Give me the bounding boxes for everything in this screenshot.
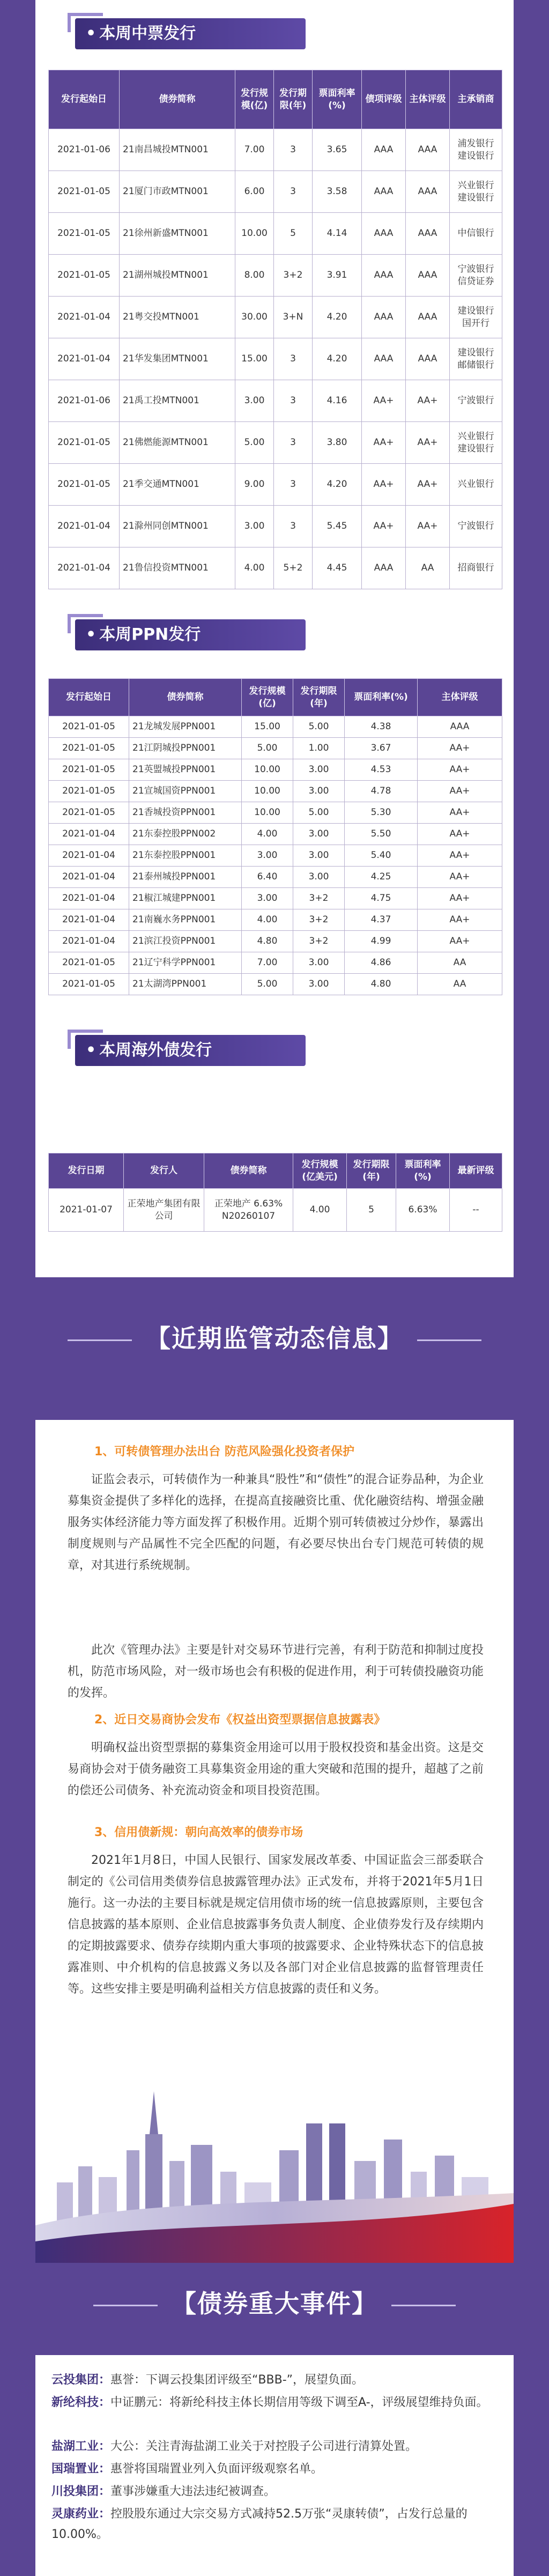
table-row: [49, 129, 502, 171]
events-title: 【债券重大事件】: [0, 2284, 549, 2320]
event-text: 大公：关注青海盐湖工业关于对控股子公司进行清算处置。: [110, 2440, 418, 2453]
ppn-cell: 2021-01-05: [49, 716, 129, 738]
ppn-cell: 21东泰控股PPN001: [129, 845, 242, 867]
zp-cell: 兴业银行: [450, 464, 502, 506]
event-item: [51, 2504, 496, 2545]
zp-cell: 3: [274, 422, 313, 464]
zp-cell: 4.00: [235, 547, 274, 589]
zp-cell: 4.20: [313, 297, 362, 338]
event-name: 新纶科技：: [51, 2396, 111, 2409]
table-row: [49, 464, 502, 506]
hw-header-cell: 债券简称: [204, 1153, 293, 1189]
reg-paragraph: 此次《管理办法》主要是针对交易环节进行完善，有利于防范和抑制过度投机，防范市场风险，对一级市场也会有积极的促进作用，利于可转债投融资功能的发挥。: [68, 1644, 484, 1700]
zp-cell: 建设银行 邮储银行: [450, 338, 502, 380]
zp-cell: 2021-01-04: [49, 506, 120, 547]
zp-header-row: [49, 70, 502, 129]
table-row: [49, 422, 502, 464]
ppn-cell: AA+: [418, 759, 502, 781]
zp-cell: 2021-01-06: [49, 380, 120, 422]
zp-table: [48, 70, 502, 589]
ppn-title: 本周PPN发行: [99, 625, 201, 644]
table-row: [49, 506, 502, 547]
zp-cell: 3.80: [313, 422, 362, 464]
table-row: [49, 909, 502, 931]
ppn-cell: 21南巍水务PPN001: [129, 909, 242, 931]
table-row: [49, 845, 502, 867]
zp-cell: AA+: [362, 506, 406, 547]
ppn-cell: 4.53: [345, 759, 418, 781]
hw-cell: 4.00: [293, 1189, 347, 1232]
zp-cell: AAA: [406, 255, 450, 297]
event-name: 灵康药业：: [51, 2507, 111, 2521]
ppn-cell: 2021-01-04: [49, 931, 129, 952]
ppn-cell: 21龙城发展PPN001: [129, 716, 242, 738]
title-deco-line: [68, 1339, 132, 1341]
hw-header-cell: 票面利率(%): [396, 1153, 450, 1189]
zp-header-cell: 发行规模(亿): [235, 70, 274, 129]
table-row: [49, 738, 502, 759]
ppn-cell: AA+: [418, 802, 502, 824]
zp-cell: AA+: [362, 380, 406, 422]
zp-cell: 21粤交投MTN001: [120, 297, 235, 338]
table-row: [49, 171, 502, 213]
ppn-cell: 5.50: [345, 824, 418, 845]
event-item: [51, 2459, 496, 2479]
ppn-cell: 2021-01-04: [49, 888, 129, 909]
ppn-cell: 4.86: [345, 952, 418, 974]
table-row: [49, 547, 502, 589]
zp-cell: 3: [274, 380, 313, 422]
hw-table: [48, 1153, 502, 1232]
ppn-cell: 4.38: [345, 716, 418, 738]
zp-cell: AA+: [406, 380, 450, 422]
zp-cell: 21徐州新盛MTN001: [120, 213, 235, 255]
ppn-cell: 5.00: [293, 802, 345, 824]
zp-cell: 3: [274, 464, 313, 506]
hw-header-cell: 发行期限(年): [347, 1153, 396, 1189]
ppn-cell: 7.00: [242, 952, 293, 974]
zp-cell: AA: [406, 547, 450, 589]
zp-cell: 3.91: [313, 255, 362, 297]
zp-cell: 3: [274, 506, 313, 547]
zp-cell: 4.45: [313, 547, 362, 589]
zp-cell: 3.00: [235, 380, 274, 422]
zp-cell: AAA: [362, 297, 406, 338]
zp-cell: AA+: [362, 422, 406, 464]
hw-cell: 5: [347, 1189, 396, 1232]
zp-cell: 中信银行: [450, 213, 502, 255]
ppn-cell: 5.00: [242, 738, 293, 759]
zp-cell: 5+2: [274, 547, 313, 589]
zp-header-cell: 发行期限(年): [274, 70, 313, 129]
reg-sub-title-2: 2、近日交易商协会发布《权益出资型票据信息披露表》: [94, 1713, 386, 1727]
ppn-cell: 21辽宁科学PPN001: [129, 952, 242, 974]
ppn-header-cell: 主体评级: [418, 679, 502, 716]
table-row: [49, 759, 502, 781]
zp-cell: AAA: [406, 171, 450, 213]
table-row: [49, 1189, 502, 1232]
zp-cell: 21鲁信投资MTN001: [120, 547, 235, 589]
ppn-cell: 3.00: [293, 974, 345, 995]
hw-header-cell: 发行规模(亿美元): [293, 1153, 347, 1189]
ppn-cell: 3.67: [345, 738, 418, 759]
title-deco-line: [93, 2305, 158, 2306]
zp-cell: 兴业银行 建设银行: [450, 171, 502, 213]
ppn-cell: 21太湖湾PPN001: [129, 974, 242, 995]
ppn-cell: 4.80: [242, 931, 293, 952]
zp-cell: 3.58: [313, 171, 362, 213]
ppn-cell: AA+: [418, 824, 502, 845]
ppn-cell: 4.00: [242, 824, 293, 845]
ppn-cell: AA+: [418, 931, 502, 952]
zp-cell: AAA: [406, 297, 450, 338]
zp-cell: 21湖州城投MTN001: [120, 255, 235, 297]
ppn-cell: 4.78: [345, 781, 418, 802]
reg-sub-title-1: 1、可转债管理办法出台 防范风险强化投资者保护: [94, 1445, 354, 1459]
zp-cell: 3+2: [274, 255, 313, 297]
zp-cell: 30.00: [235, 297, 274, 338]
zp-cell: AA+: [406, 464, 450, 506]
zp-cell: 7.00: [235, 129, 274, 171]
ppn-cell: 4.37: [345, 909, 418, 931]
zp-cell: 3: [274, 129, 313, 171]
hw-header-row: [49, 1153, 502, 1189]
hw-header-cell: 发行日期: [49, 1153, 124, 1189]
hw-cell: 2021-01-07: [49, 1189, 124, 1232]
zp-header-cell: 主体评级: [406, 70, 450, 129]
ppn-cell: 21椒江城建PPN001: [129, 888, 242, 909]
zp-cell: 2021-01-05: [49, 422, 120, 464]
event-name: 川投集团：: [51, 2485, 111, 2498]
zp-cell: 4.20: [313, 464, 362, 506]
zp-cell: 3: [274, 171, 313, 213]
ppn-cell: 21香城投资PPN001: [129, 802, 242, 824]
ppn-cell: 6.40: [242, 867, 293, 888]
ppn-cell: 3.00: [293, 759, 345, 781]
hw-header-cell: 发行人: [124, 1153, 204, 1189]
zp-cell: 2021-01-05: [49, 213, 120, 255]
ppn-cell: 15.00: [242, 716, 293, 738]
bullet-icon: •: [86, 625, 97, 644]
event-name: 盐湖工业：: [51, 2440, 111, 2453]
ppn-header-cell: 发行起始日: [49, 679, 129, 716]
zp-cell: 8.00: [235, 255, 274, 297]
ppn-cell: AA+: [418, 909, 502, 931]
zp-cell: 5: [274, 213, 313, 255]
zp-cell: 21厦门市政MTN001: [120, 171, 235, 213]
zp-header-cell: 债项评级: [362, 70, 406, 129]
ppn-cell: AA+: [418, 888, 502, 909]
zp-cell: 21佛燃能源MTN001: [120, 422, 235, 464]
ppn-cell: 3.00: [293, 824, 345, 845]
ppn-cell: 21东泰控股PPN002: [129, 824, 242, 845]
ppn-cell: 21宣城国资PPN001: [129, 781, 242, 802]
zp-header-cell: 票面利率(%): [313, 70, 362, 129]
table-row: [49, 824, 502, 845]
zp-cell: 2021-01-06: [49, 129, 120, 171]
zp-cell: 2021-01-04: [49, 297, 120, 338]
ppn-cell: 3+2: [293, 909, 345, 931]
zp-cell: 10.00: [235, 213, 274, 255]
bullet-icon: •: [86, 1041, 97, 1060]
zp-cell: 2021-01-05: [49, 464, 120, 506]
ppn-cell: AA: [418, 974, 502, 995]
zp-cell: 2021-01-05: [49, 255, 120, 297]
zp-cell: AAA: [406, 338, 450, 380]
zp-cell: 宁波银行 信贷证券: [450, 255, 502, 297]
zp-cell: 5.45: [313, 506, 362, 547]
ppn-cell: 2021-01-05: [49, 974, 129, 995]
hw-cell: 正荣地产集团有限公司: [124, 1189, 204, 1232]
zp-cell: AAA: [362, 547, 406, 589]
ppn-cell: 5.00: [242, 974, 293, 995]
event-text: 董事涉嫌重大违法违纪被调查。: [110, 2485, 276, 2498]
ppn-cell: AA+: [418, 845, 502, 867]
ppn-cell: 5.30: [345, 802, 418, 824]
zp-cell: AA+: [406, 506, 450, 547]
ppn-cell: 2021-01-05: [49, 802, 129, 824]
ppn-cell: 2021-01-04: [49, 824, 129, 845]
table-row: [49, 255, 502, 297]
events-title-text: 债券重大事件: [197, 2289, 352, 2318]
table-row: [49, 213, 502, 255]
event-text: 惠誉将国瑞置业列入负面评级观察名单。: [110, 2462, 323, 2476]
ppn-cell: AAA: [418, 716, 502, 738]
zp-cell: 21南昌城投MTN001: [120, 129, 235, 171]
zp-cell: 宁波银行: [450, 380, 502, 422]
zp-cell: 浦发银行 建设银行: [450, 129, 502, 171]
table-row: [49, 931, 502, 952]
table-row: [49, 888, 502, 909]
zp-cell: AAA: [406, 129, 450, 171]
table-row: [49, 974, 502, 995]
table-row: [49, 867, 502, 888]
event-text: 中证鹏元：将新纶科技主体长期信用等级下调至A-，评级展望维持负面。: [110, 2396, 488, 2409]
bullet-icon: •: [86, 24, 97, 43]
ppn-cell: 3.00: [293, 845, 345, 867]
ppn-header-row: [49, 679, 502, 716]
ppn-cell: 2021-01-05: [49, 781, 129, 802]
zp-cell: 9.00: [235, 464, 274, 506]
table-row: [49, 297, 502, 338]
zp-cell: 3.65: [313, 129, 362, 171]
ppn-cell: 10.00: [242, 781, 293, 802]
ppn-cell: 2021-01-04: [49, 909, 129, 931]
zp-header-cell: 主承销商: [450, 70, 502, 129]
table-row: [49, 380, 502, 422]
hw-title: 本周海外债发行: [99, 1041, 212, 1060]
ppn-cell: 3.00: [293, 952, 345, 974]
zp-section-header: [75, 18, 306, 49]
ppn-cell: 21英盟城投PPN001: [129, 759, 242, 781]
reg-paragraph: 证监会表示，可转债作为一种兼具“股性”和“债性”的混合证券品种，为企业募集资金提供了多样化的选择，在提高直接融资比重、优化融资结构、增强金融服务实体经济能力等方面发挥了积极作用。近期个别可转债被过分炒作，暴露出制度规则与产品属性不完全匹配的问题，有必要尽快出台专门规范可转债的规章，对其进行系统规制。: [68, 1473, 484, 1572]
ppn-cell: 3.00: [293, 781, 345, 802]
ppn-cell: AA+: [418, 781, 502, 802]
zp-cell: 3+N: [274, 297, 313, 338]
zp-cell: 2021-01-04: [49, 547, 120, 589]
zp-cell: 3.00: [235, 506, 274, 547]
ppn-cell: 2021-01-05: [49, 738, 129, 759]
zp-cell: AAA: [362, 338, 406, 380]
table-row: [49, 338, 502, 380]
ppn-cell: 10.00: [242, 802, 293, 824]
zp-cell: 6.00: [235, 171, 274, 213]
hw-section-header: [75, 1035, 306, 1066]
title-deco-line: [391, 2305, 456, 2306]
zp-cell: 15.00: [235, 338, 274, 380]
ppn-cell: 2021-01-04: [49, 867, 129, 888]
ppn-header-cell: 发行期限(年): [293, 679, 345, 716]
event-name: 云投集团：: [51, 2373, 111, 2387]
hw-cell: 正荣地产 6.63% N20260107: [204, 1189, 293, 1232]
zp-cell: 21季交通MTN001: [120, 464, 235, 506]
ppn-cell: 3.00: [242, 845, 293, 867]
zp-cell: 4.16: [313, 380, 362, 422]
title-deco-line: [417, 1339, 481, 1341]
zp-cell: 2021-01-05: [49, 171, 120, 213]
event-text: 控股股东通过大宗交易方式减持52.5万张“灵康转债”，占发行总量的10.00%。: [51, 2507, 468, 2541]
ppn-cell: 21滨江投资PPN001: [129, 931, 242, 952]
zp-cell: 招商银行: [450, 547, 502, 589]
ppn-cell: 10.00: [242, 759, 293, 781]
ppn-cell: 4.80: [345, 974, 418, 995]
ppn-cell: 5.00: [293, 716, 345, 738]
reg-paragraph: 2021年1月8日，中国人民银行、国家发展改革委、中国证监会三部委联合制定的《公司信用类债券信息披露管理办法》正式发布，并将于2021年5月1日施行。这一办法的主要目标就是规定信用债市场的统一信息披露原则，主要包含信息披露的基本原则、企业信息披露事务负责人制度、企业债券发行及存续期内的定期披露要求、债券存续期内重大事项的披露要求、企业特殊状态下的信息披露准则、中介机构的信息披露义务以及各部门对企业信息披露的监督管理责任等。这些安排主要是明确利益相关方信息披露的责任和义务。: [68, 1854, 484, 1996]
ppn-cell: 4.75: [345, 888, 418, 909]
ppn-cell: AA+: [418, 867, 502, 888]
hw-cell: --: [450, 1189, 502, 1232]
ppn-cell: 4.00: [242, 909, 293, 931]
event-name: 国瑞置业：: [51, 2462, 111, 2476]
reg-title-text: 近期监管动态信息: [172, 1324, 377, 1353]
zp-cell: 21华发集团MTN001: [120, 338, 235, 380]
zp-cell: AAA: [362, 129, 406, 171]
zp-cell: AAA: [362, 213, 406, 255]
event-item: [51, 2393, 496, 2413]
table-row: [49, 952, 502, 974]
ppn-cell: 4.99: [345, 931, 418, 952]
zp-cell: 3: [274, 338, 313, 380]
event-item: [51, 2370, 496, 2390]
zp-cell: AAA: [362, 255, 406, 297]
reg-sub-title-3: 3、信用债新规：朝向高效率的债券市场: [94, 1826, 303, 1839]
ppn-cell: 21泰州城投PPN001: [129, 867, 242, 888]
zp-title: 本周中票发行: [99, 24, 196, 43]
zp-cell: AAA: [362, 171, 406, 213]
zp-cell: 21滁州同创MTN001: [120, 506, 235, 547]
zp-cell: 4.14: [313, 213, 362, 255]
ppn-table: [48, 678, 502, 995]
ppn-cell: 3+2: [293, 931, 345, 952]
zp-cell: 2021-01-04: [49, 338, 120, 380]
ppn-cell: 2021-01-05: [49, 759, 129, 781]
ppn-cell: 3.00: [242, 888, 293, 909]
ppn-cell: AA+: [418, 738, 502, 759]
ppn-cell: 4.25: [345, 867, 418, 888]
zp-cell: 21禹工投MTN001: [120, 380, 235, 422]
city-skyline-illustration: [35, 2070, 514, 2263]
ppn-header-cell: 债券简称: [129, 679, 242, 716]
zp-cell: 4.20: [313, 338, 362, 380]
ppn-cell: 5.40: [345, 845, 418, 867]
reg-paragraph: 明确权益出资型票据的募集资金用途可以用于股权投资和基金出资。这是交易商协会对于债务融资工具募集资金用途的重大突破和范围的提升，超越了之前的偿还公司债务、补充流动资金和项目投资范围。: [68, 1741, 484, 1797]
ppn-cell: 1.00: [293, 738, 345, 759]
event-text: 惠誉：下调云投集团评级至“BBB-”，展望负面。: [110, 2373, 364, 2387]
ppn-cell: 3+2: [293, 888, 345, 909]
ppn-cell: 2021-01-04: [49, 845, 129, 867]
reg-title: 【近期监管动态信息】: [0, 1319, 549, 1354]
zp-cell: AA+: [406, 422, 450, 464]
table-row: [49, 781, 502, 802]
hw-header-cell: 最新评级: [450, 1153, 502, 1189]
event-item: [51, 2482, 496, 2502]
ppn-cell: AA: [418, 952, 502, 974]
zp-cell: AAA: [406, 213, 450, 255]
zp-cell: AA+: [362, 464, 406, 506]
ppn-header-cell: 票面利率(%): [345, 679, 418, 716]
zp-cell: 兴业银行 建设银行: [450, 422, 502, 464]
ppn-cell: 21江阴城投PPN001: [129, 738, 242, 759]
hw-cell: 6.63%: [396, 1189, 450, 1232]
ppn-header-cell: 发行规模(亿): [242, 679, 293, 716]
table-row: [49, 802, 502, 824]
ppn-section-header: [75, 619, 306, 650]
table-row: [49, 716, 502, 738]
zp-header-cell: 债券简称: [120, 70, 235, 129]
zp-cell: 5.00: [235, 422, 274, 464]
zp-cell: 宁波银行: [450, 506, 502, 547]
event-item: [51, 2437, 496, 2457]
ppn-cell: 3.00: [293, 867, 345, 888]
zp-cell: 建设银行 国开行: [450, 297, 502, 338]
ppn-cell: 2021-01-05: [49, 952, 129, 974]
zp-header-cell: 发行起始日: [49, 70, 120, 129]
